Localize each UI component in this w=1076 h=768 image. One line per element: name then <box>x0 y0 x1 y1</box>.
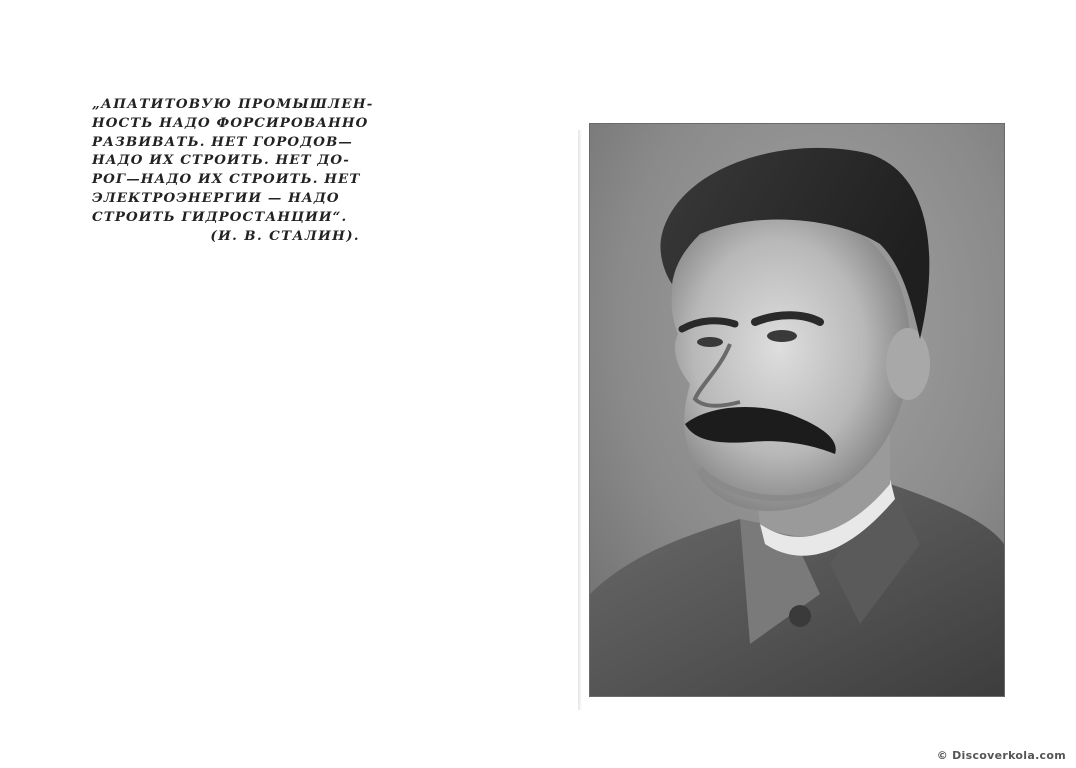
quote-block <box>92 95 374 245</box>
eye-left <box>697 337 723 347</box>
quote-line: ЭЛЕКТРОЭНЕРГИИ — НАДО <box>92 189 340 206</box>
portrait-illustration <box>590 124 1004 696</box>
quote-attribution: (И. В. СТАЛИН). <box>210 227 360 244</box>
quote-line: РОГ—НАДО ИХ СТРОИТЬ. НЕТ <box>92 171 361 188</box>
eye-right <box>767 330 797 342</box>
quote-line: РАЗВИВАТЬ. НЕТ ГОРОДОВ— <box>92 133 353 150</box>
ear <box>886 328 930 400</box>
quote-line: СТРОИТЬ ГИДРОСТАНЦИИ“. <box>92 208 348 225</box>
quote-line: „АПАТИТОВУЮ ПРОМЫШЛЕН- <box>92 96 374 112</box>
portrait-photo <box>590 124 1004 696</box>
watermark: © Discoverkola.com <box>936 749 1066 762</box>
coat-button <box>789 605 811 627</box>
page-gutter-shadow <box>578 130 582 710</box>
quote-line: НОСТЬ НАДО ФОРСИРОВАННО <box>92 114 369 131</box>
quote-line: НАДО ИХ СТРОИТЬ. НЕТ ДО- <box>92 152 350 169</box>
